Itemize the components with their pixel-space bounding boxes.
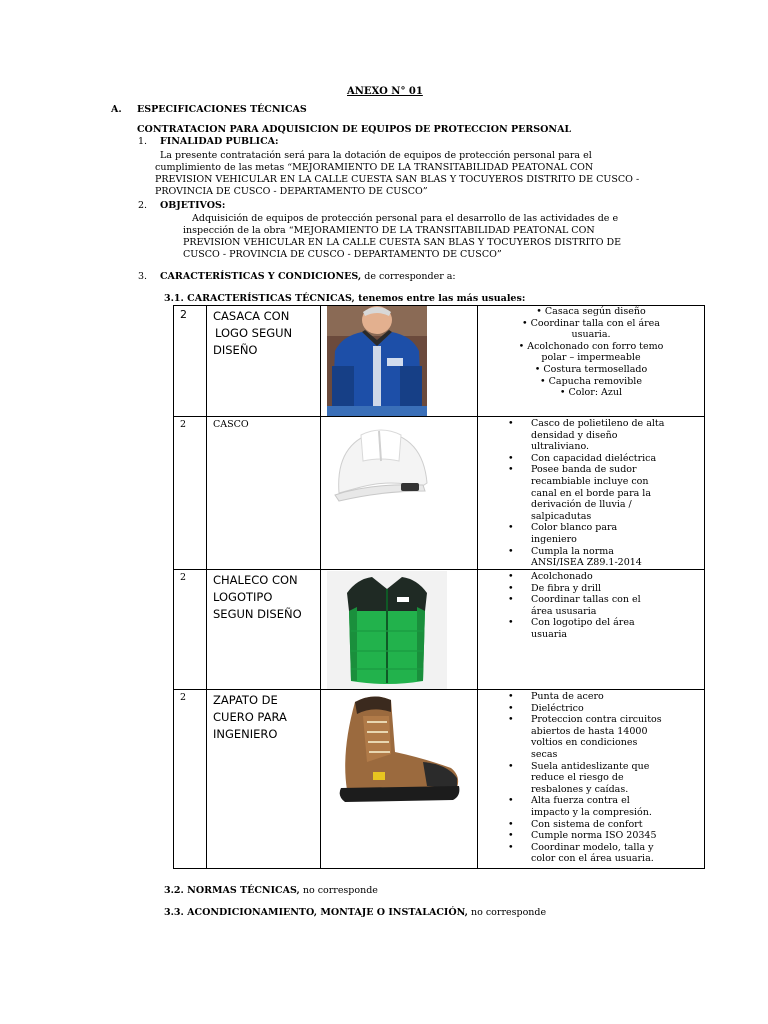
feature-item: • Capucha removible	[478, 376, 704, 388]
features-list	[478, 570, 704, 641]
item-name-line: CHALECO CON	[213, 573, 298, 587]
feature-item-continuation: polar – impermeable	[541, 352, 641, 364]
item-name-cell	[207, 690, 321, 869]
item-name-line: INGENIERO	[213, 727, 278, 741]
item-name-line: SEGUN DISEÑO	[213, 607, 302, 621]
item1-line: PREVISION VEHICULAR EN LA CALLE CUESTA SAN BLAS Y TOCUYEROS DISTRITO DE CUSCO -	[155, 174, 640, 185]
subsection-3-2	[164, 885, 378, 897]
item-name-line: CASCO	[213, 419, 249, 430]
item-image-cell	[321, 417, 478, 570]
feature-item: • Suela antideslizante que reduce el riesgo de resbalones y caídas.	[478, 761, 704, 796]
feature-item: • Cumple norma ISO 20345	[478, 830, 704, 842]
item2-line: inspección de la obra “MEJORAMIENTO DE LA TRANSITABILIDAD PEATONAL CON	[183, 225, 595, 236]
feature-item: • Coordinar talla con el área	[478, 318, 704, 330]
features-list	[478, 306, 704, 399]
item3-rest: de corresponder a:	[361, 271, 456, 282]
item2-paragraph	[183, 213, 621, 261]
quantity-cell: 2	[174, 306, 207, 417]
item1-paragraph	[155, 150, 639, 198]
features-list	[478, 417, 704, 569]
table-row	[174, 306, 705, 417]
subsection-3-3-rest: no corresponde	[467, 907, 547, 918]
subsection-3-3-title: 3.3. ACONDICIONAMIENTO, MONTAJE O INSTALACIÓN,	[164, 907, 468, 918]
feature-item: • Con sistema de confort	[478, 819, 704, 831]
features-list	[478, 690, 704, 865]
section-a-letter: A.	[111, 104, 122, 115]
feature-item: • Color: Azul	[478, 387, 704, 399]
features-cell	[478, 690, 705, 869]
feature-item: • Costura termosellado	[478, 364, 704, 376]
item1-number: 1.	[138, 136, 148, 147]
feature-item: • Casco de polietileno de alta densidad y diseño ultraliviano.	[478, 418, 704, 453]
feature-item: • Alta fuerza contra el impacto y la compresión.	[478, 795, 704, 818]
feature-item: • Acolchonado	[478, 571, 704, 583]
features-cell	[478, 570, 705, 690]
item-name-line: ZAPATO DE	[213, 693, 278, 707]
leather-boot-photo-icon	[333, 692, 463, 807]
item1-line: PROVINCIA DE CUSCO - DEPARTAMENTO DE CUSCO”	[155, 186, 428, 197]
item-name-cell	[207, 570, 321, 690]
item2-line: Adquisición de equipos de protección personal para el desarrollo de las actividades de e	[192, 213, 619, 224]
item-image-cell	[321, 690, 478, 869]
subsection-3-3	[164, 907, 546, 919]
feature-item: • Posee banda de sudor recambiable incluye con canal en el borde para la derivación de lluvia / salpicadutas	[478, 464, 704, 522]
features-cell	[478, 306, 705, 417]
subsection-3-2-rest: no corresponde	[299, 885, 378, 896]
feature-item: • Punta de acero	[478, 691, 704, 703]
item-name-cell	[207, 306, 321, 417]
feature-item-continuation: usuaria.	[571, 329, 611, 341]
contract-title: CONTRATACION PARA ADQUISICION DE EQUIPOS DE PROTECCION PERSONAL	[137, 124, 572, 135]
section-a-title: ESPECIFICACIONES TÉCNICAS	[137, 104, 307, 115]
item1-line: La presente contratación será para la dotación de equipos de protección personal para el	[160, 150, 592, 161]
item3-number: 3.	[138, 271, 148, 282]
quantity-cell: 2	[174, 417, 207, 570]
feature-item: • Coordinar modelo, talla y color con el área usuaria.	[478, 842, 704, 865]
feature-item: • De fibra y drill	[478, 583, 704, 595]
item-name-line: LOGO SEGUN	[215, 326, 293, 340]
item2-line: PREVISION VEHICULAR EN LA CALLE CUESTA SAN BLAS Y TOCUYEROS DISTRITO DE	[183, 237, 622, 248]
green-vest-photo-icon	[327, 571, 447, 689]
feature-item: • Coordinar tallas con el área ususaria	[478, 594, 704, 617]
feature-item: • Cumpla la norma ANSI/ISEA Z89.1-2014	[478, 546, 704, 569]
item-name-line: DISEÑO	[213, 343, 258, 357]
specifications-table	[173, 305, 705, 869]
feature-item: • Dieléctrico	[478, 703, 704, 715]
item3-heading	[160, 271, 456, 283]
table-row	[174, 417, 705, 570]
feature-item: • Casaca según diseño	[478, 306, 704, 318]
quantity-cell: 2	[174, 690, 207, 869]
item-image-cell	[321, 306, 478, 417]
annex-title: ANEXO N° 01	[347, 86, 423, 97]
quantity-cell: 2	[174, 570, 207, 690]
item-image-cell	[321, 570, 478, 690]
item1-line: cumplimiento de las metas “MEJORAMIENTO DE LA TRANSITABILIDAD PEATONAL CON	[155, 162, 594, 173]
feature-item: • Acolchonado con forro temo	[478, 341, 704, 353]
item2-number: 2.	[138, 200, 148, 211]
item-name-line: CUERO PARA	[213, 710, 287, 724]
item-name-cell	[207, 417, 321, 570]
white-helmet-photo-icon	[331, 421, 431, 506]
subsection-3-1-title: 3.1. CARACTERÍSTICAS TÉCNICAS, tenemos entre las más usuales:	[164, 293, 526, 304]
item-name-line: CASACA CON	[213, 309, 290, 323]
table-row	[174, 570, 705, 690]
blue-jacket-photo-icon	[327, 306, 427, 416]
item2-title: OBJETIVOS:	[160, 200, 226, 211]
feature-item: • Proteccion contra circuitos abiertos de hasta 14000 voltios en condiciones secas	[478, 714, 704, 760]
item-name-line: LOGOTIPO	[213, 590, 273, 604]
table-row	[174, 690, 705, 869]
feature-item: • Color blanco para ingeniero	[478, 522, 704, 545]
subsection-3-2-title: 3.2. NORMAS TÉCNICAS,	[164, 885, 300, 896]
item2-line: CUSCO - PROVINCIA DE CUSCO - DEPARTAMENTO DE CUSCO”	[183, 249, 502, 260]
item3-title: CARACTERÍSTICAS Y CONDICIONES,	[160, 271, 362, 282]
feature-item: • Con logotipo del área usuaria	[478, 617, 704, 640]
item1-title: FINALIDAD PUBLICA:	[160, 136, 279, 147]
features-cell	[478, 417, 705, 570]
feature-item: • Con capacidad dieléctrica	[478, 453, 704, 465]
